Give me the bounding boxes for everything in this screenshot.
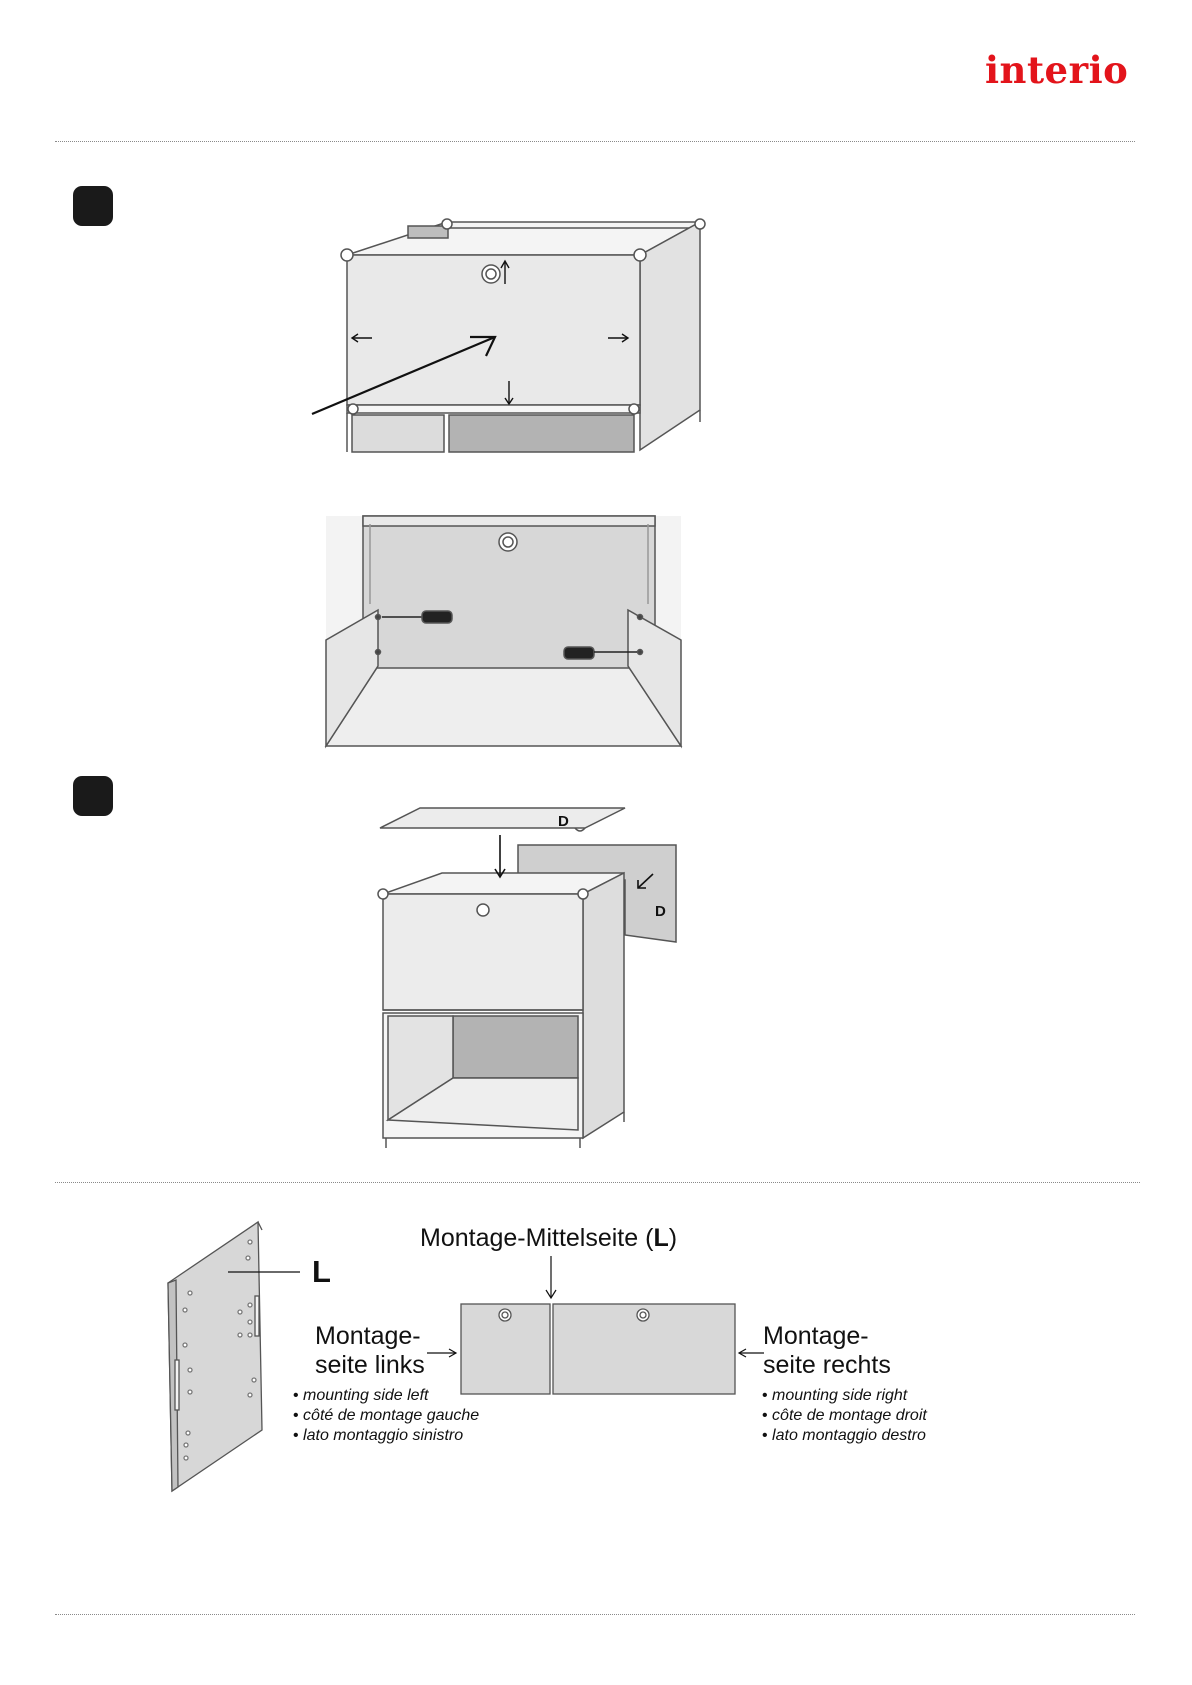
left-title-line2: seite links (315, 1351, 425, 1379)
left-title-line1: Montage- (315, 1322, 421, 1350)
footer-divider (55, 1614, 1135, 1615)
left-note-en: • mounting side left (293, 1386, 479, 1406)
left-side-translations (293, 1386, 479, 1446)
middle-label-suffix: ) (668, 1224, 678, 1252)
right-note-it: • lato montaggio destro (762, 1426, 927, 1446)
middle-label-prefix: Montage-Mittelseite ( (420, 1224, 654, 1252)
interio-logo: interio (985, 48, 1129, 92)
middle-side-label (420, 1224, 677, 1253)
left-side-title (315, 1322, 425, 1380)
right-note-fr: • côte de montage droit (762, 1406, 927, 1426)
back-panel-marker: D (655, 903, 666, 920)
right-note-en: • mounting side right (762, 1386, 927, 1406)
right-side-translations (762, 1386, 927, 1446)
top-panel-marker: D (558, 813, 569, 830)
right-title-line1: Montage- (763, 1322, 869, 1350)
middle-label-code: L (653, 1224, 669, 1252)
left-note-fr: • côté de montage gauche (293, 1406, 479, 1426)
panel-code-l: L (312, 1254, 331, 1289)
right-side-title (763, 1322, 891, 1380)
right-title-line2: seite rechts (763, 1351, 891, 1379)
left-note-it: • lato montaggio sinistro (293, 1426, 479, 1446)
